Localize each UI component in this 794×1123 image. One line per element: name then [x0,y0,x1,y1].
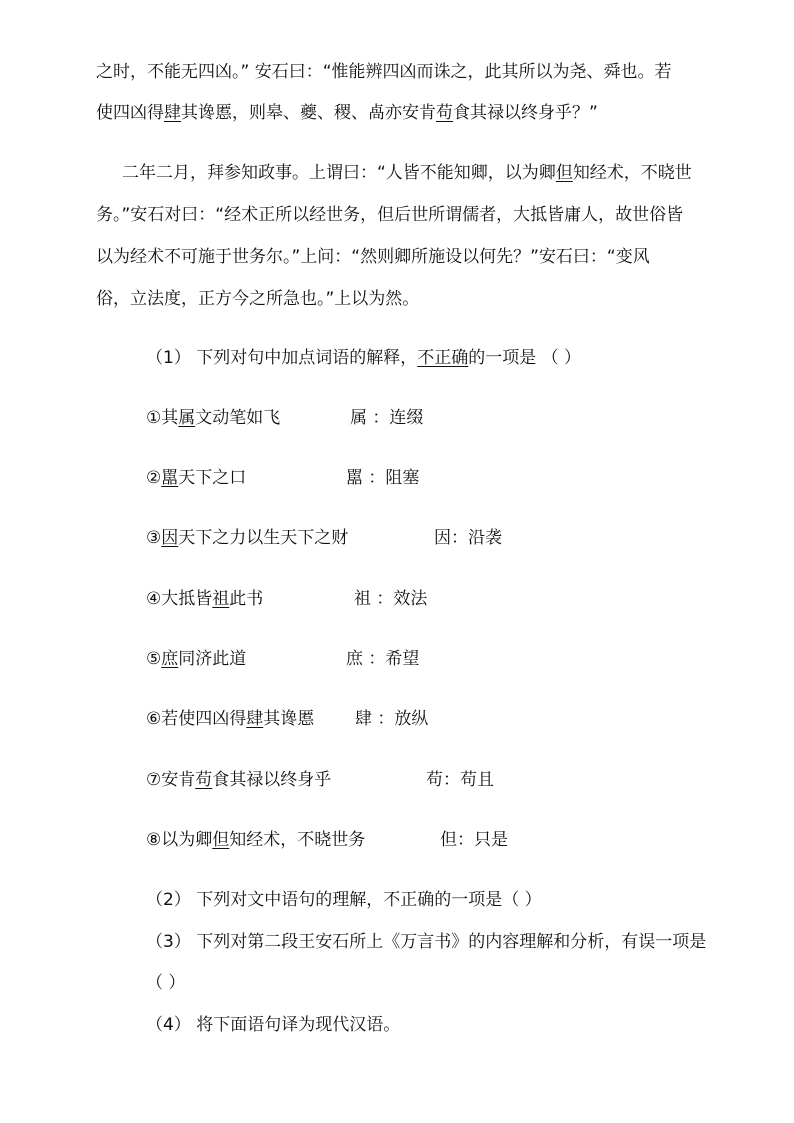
question-3-line2: （ ） [146,973,186,993]
emphasized-word: 属 [178,408,196,428]
question-4: （4） 将下面语句译为现代汉语。 [146,1015,401,1035]
emphasized-word: 苟 [436,103,453,123]
question-1-prefix: （1） 下列对句中加点词语的解释， [146,348,418,368]
text-span: ② [146,468,162,488]
passage-p2-line4: 俗，立法度，正方今之所急也。”上以为然。 [96,289,420,309]
item-7-sentence [146,768,331,792]
item-6-sentence [146,707,314,731]
passage-p1-line1: 之时，不能无四凶。” 安石曰：“惟能辨四凶而诛之，此其所以为尧、舜也。若 [96,62,672,82]
text-span: ⑥若使四凶得 [146,709,247,729]
item-1-gloss: 属 ：连缀 [350,408,424,428]
text-span: 天下之口 [178,468,247,488]
text-span: ①其 [146,408,179,428]
text-span: ⑦安肯 [146,770,196,790]
text-span: 二年二月，拜参知政事。上谓曰：“人皆不能知卿，以为卿 [122,163,556,183]
text-span: ④大抵皆 [146,589,213,609]
emphasized-word: 肆 [164,103,181,123]
item-8-gloss: 但：只是 [440,830,508,850]
text-span: 同济此道 [178,649,247,669]
text-span: 使四凶得 [96,103,164,123]
item-5-gloss: 庶 ：希望 [346,649,420,669]
text-span: ③ [146,528,162,548]
question-1 [146,346,581,370]
text-span: 其谗慝，则皋、夔、稷、卨亦安肯 [181,103,436,123]
text-span: ⑧以为卿 [146,830,213,850]
emphasized-word: 苟 [195,770,213,790]
question-1-suffix: 的一项是 （ ） [468,348,582,368]
question-2: （2） 下列对文中语句的理解，不正确的一项是（ ） [146,890,542,910]
emphasized-word: 庶 [161,649,179,669]
text-span: 知经术，不晓世 [572,163,692,183]
text-span: ⑤ [146,649,162,669]
item-7-gloss: 苟：苟且 [426,770,494,790]
text-span: 此书 [229,589,264,609]
item-4-gloss: 祖 ：效法 [354,589,428,609]
item-8-sentence [146,828,365,852]
passage-p2-line3: 以为经术不可施于世务尔。”上问：“然则卿所施设以何先？”安石曰：“变风 [96,247,650,267]
emphasized-word: 因 [161,528,179,548]
question-1-emphasis: 不正确 [417,348,469,368]
text-span: 知经术，不晓世务 [229,830,366,850]
text-span: 食其禄以终身乎 [212,770,332,790]
item-4-sentence [146,587,263,611]
emphasized-word: 但 [555,163,573,183]
item-1-sentence [146,406,280,430]
passage-p1-line2 [96,101,598,125]
text-span: 其谗慝 [263,709,315,729]
emphasized-word: 祖 [212,589,230,609]
item-2-sentence [146,466,246,490]
passage-p2-line2: 务。”安石对曰：“经术正所以经世务，但后世所谓儒者，大抵皆庸人，故世俗皆 [96,205,684,225]
item-6-gloss: 肆 ：放纵 [355,709,429,729]
text-span: 天下之力以生天下之财 [178,528,349,548]
item-3-gloss: 因：沿袭 [434,528,502,548]
text-span: 文动笔如飞 [195,408,281,428]
question-3-line1: （3） 下列对第二段王安石所上《万言书》的内容理解和分析，有误一项是 [146,932,707,952]
passage-p2-line1 [122,161,692,185]
emphasized-word: 但 [212,830,230,850]
item-2-gloss: 嚚 ：阻塞 [346,468,420,488]
emphasized-word: 嚚 [161,468,179,488]
emphasized-word: 肆 [246,709,264,729]
text-span: 食其禄以终身乎？” [453,103,598,123]
item-3-sentence [146,526,348,550]
item-5-sentence [146,647,246,671]
